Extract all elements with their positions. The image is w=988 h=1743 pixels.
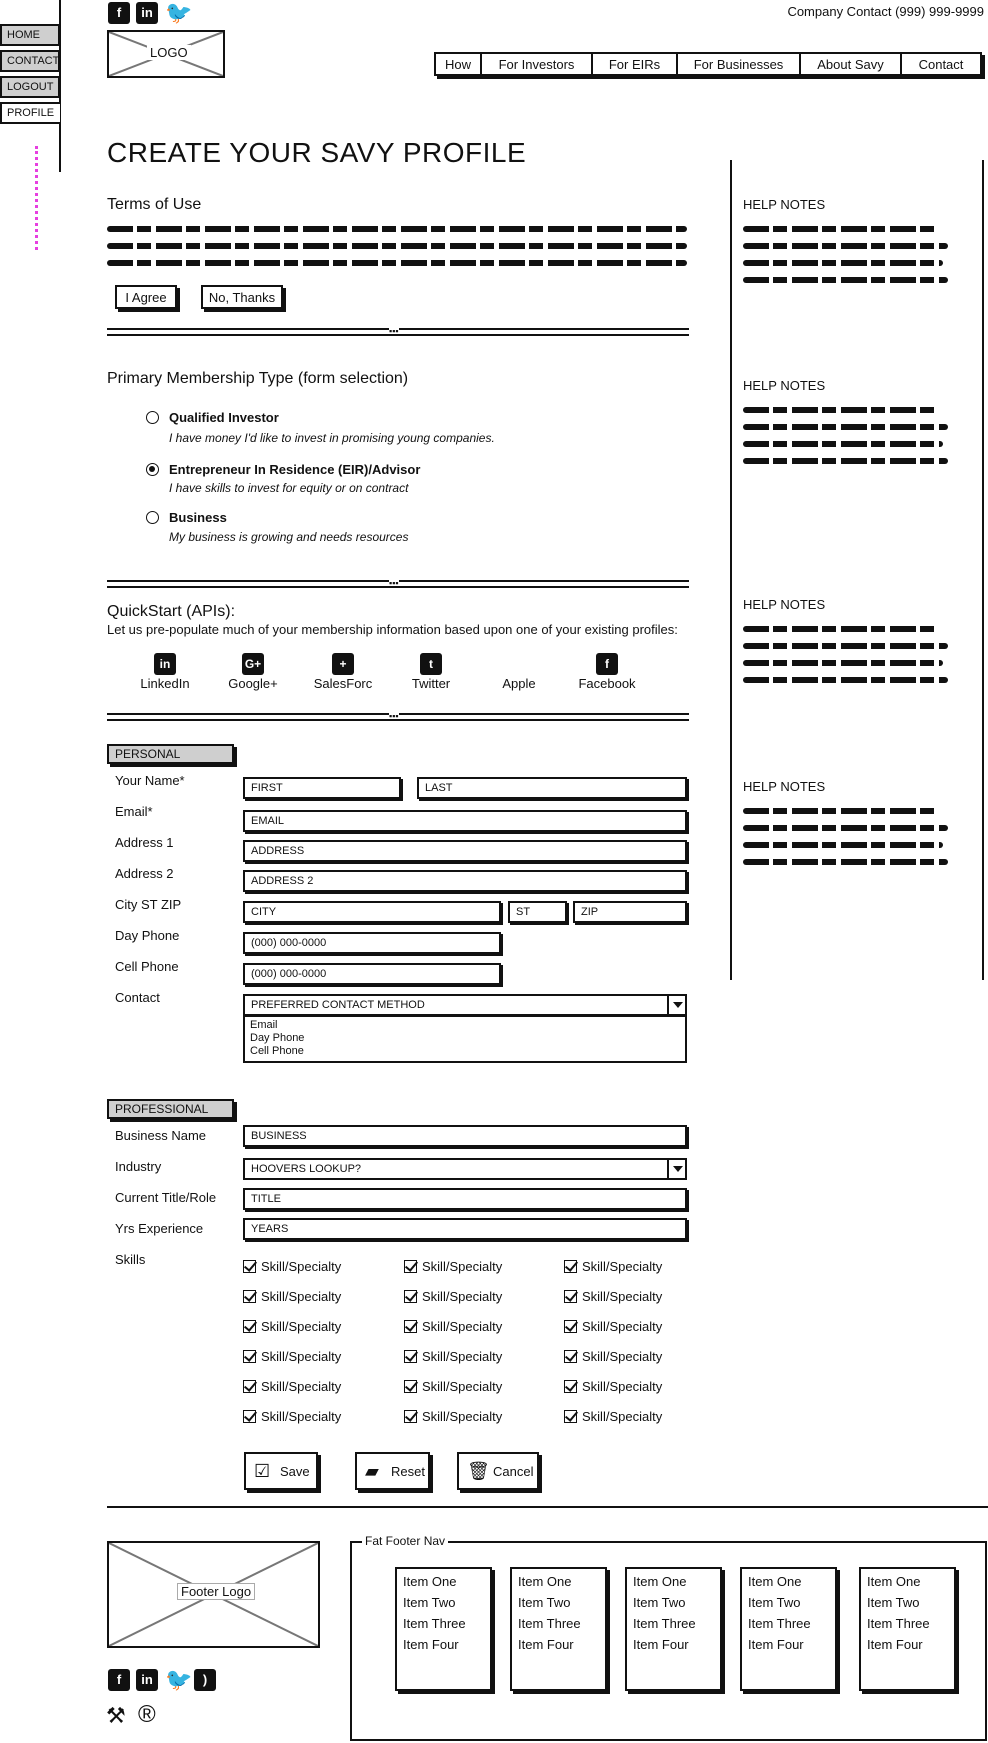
footer-nav-item[interactable]: Item Four bbox=[633, 1637, 689, 1652]
footer-nav-item[interactable]: Item One bbox=[867, 1574, 921, 1589]
personal-section-header: PERSONAL bbox=[107, 744, 234, 764]
checkbox-checked-icon[interactable] bbox=[243, 1380, 256, 1393]
side-tab-logout[interactable]: LOGOUT bbox=[0, 76, 60, 98]
footer-logo-text: Footer Logo bbox=[177, 1583, 255, 1600]
side-tab-profile[interactable]: PROFILE bbox=[0, 102, 60, 124]
nav-for-eirs[interactable]: For EIRs bbox=[593, 54, 678, 74]
day-phone-input[interactable]: (000) 000-0000 bbox=[243, 932, 501, 954]
side-tab-contact[interactable]: CONTACT bbox=[0, 50, 60, 72]
divider-grip[interactable]: ▪▪▪ bbox=[389, 326, 399, 336]
last-name-input[interactable]: LAST bbox=[417, 777, 687, 799]
industry-select[interactable] bbox=[243, 1158, 687, 1180]
twitter-icon[interactable]: t bbox=[420, 653, 442, 675]
plus-square-icon[interactable]: + bbox=[332, 653, 354, 675]
footer-nav-item[interactable]: Item Three bbox=[403, 1616, 466, 1631]
skill-checkbox[interactable]: Skill/Specialty bbox=[404, 1379, 502, 1394]
footer-nav-item[interactable]: Item Four bbox=[867, 1637, 923, 1652]
skill-checkbox[interactable]: Skill/Specialty bbox=[243, 1409, 341, 1424]
skill-checkbox[interactable]: Skill/Specialty bbox=[404, 1409, 502, 1424]
quickstart-googleplus-label[interactable]: Google+ bbox=[228, 676, 278, 691]
zip-input[interactable]: ZIP bbox=[573, 901, 687, 923]
eraser-icon: ▰ bbox=[365, 1461, 379, 1481]
help-notes-text bbox=[743, 626, 938, 632]
footer-nav-item[interactable]: Item Four bbox=[748, 1637, 804, 1652]
checkbox-checked-icon[interactable] bbox=[564, 1380, 577, 1393]
contact-method-list bbox=[243, 1015, 687, 1063]
industry-label: Industry bbox=[115, 1159, 162, 1174]
skill-checkbox[interactable]: Skill/Specialty bbox=[564, 1349, 662, 1364]
terms-text bbox=[107, 243, 687, 249]
checkbox-checked-icon[interactable] bbox=[243, 1410, 256, 1423]
radio-qualified-investor[interactable] bbox=[146, 411, 159, 424]
contact-option-email[interactable]: Email bbox=[250, 1019, 278, 1031]
help-notes-text bbox=[743, 842, 943, 848]
help-notes-text bbox=[743, 808, 938, 814]
nav-about-savy[interactable]: About Savy bbox=[801, 54, 902, 74]
checkbox-checked-icon[interactable] bbox=[564, 1290, 577, 1303]
quickstart-title: QuickStart (APIs): bbox=[107, 603, 236, 620]
quickstart-facebook-label[interactable]: Facebook bbox=[578, 676, 636, 691]
cell-phone-input[interactable]: (000) 000-0000 bbox=[243, 963, 501, 985]
divider-grip[interactable]: ▪▪▪ bbox=[389, 711, 399, 721]
checkbox-checked-icon[interactable] bbox=[404, 1410, 417, 1423]
linkedin-icon[interactable]: in bbox=[154, 653, 176, 675]
footer-nav-item[interactable]: Item Two bbox=[518, 1595, 571, 1610]
address2-label: Address 2 bbox=[115, 866, 174, 881]
footer-nav-column bbox=[859, 1567, 956, 1691]
help-notes-title: HELP NOTES bbox=[743, 378, 826, 393]
option-description: My business is growing and needs resources bbox=[169, 530, 409, 544]
registered-icon[interactable]: ® bbox=[138, 1701, 156, 1728]
contact-option-cell-phone[interactable]: Cell Phone bbox=[250, 1045, 304, 1057]
quickstart-apple-label[interactable]: Apple bbox=[502, 676, 536, 691]
industry-selected: HOOVERS LOOKUP? bbox=[251, 1163, 362, 1175]
title-label: Current Title/Role bbox=[115, 1190, 217, 1205]
skill-checkbox[interactable]: Skill/Specialty bbox=[243, 1259, 341, 1274]
footer-nav-item[interactable]: Item Three bbox=[633, 1616, 696, 1631]
help-notes-text bbox=[743, 424, 948, 430]
gavel-icon[interactable]: ⚒ bbox=[106, 1703, 126, 1728]
city-st-zip-label: City ST ZIP bbox=[115, 897, 182, 912]
skill-checkbox[interactable]: Skill/Specialty bbox=[564, 1319, 662, 1334]
company-contact: Company Contact (999) 999-9999 bbox=[787, 4, 984, 19]
facebook-icon[interactable]: f bbox=[108, 2, 130, 24]
quickstart-linkedin-label[interactable]: LinkedIn bbox=[140, 676, 190, 691]
quickstart-subtitle: Let us pre-populate much of your membership information based upon one of your existing profiles: bbox=[107, 622, 678, 637]
help-notes-text bbox=[743, 458, 948, 464]
help-notes-text bbox=[743, 677, 948, 683]
footer-nav-item[interactable]: Item One bbox=[748, 1574, 802, 1589]
checkbox-checked-icon[interactable] bbox=[564, 1320, 577, 1333]
terms-text bbox=[107, 226, 687, 232]
footer-nav-item[interactable]: Item Four bbox=[403, 1637, 459, 1652]
skill-checkbox[interactable]: Skill/Specialty bbox=[404, 1349, 502, 1364]
option-label: Entrepreneur In Residence (EIR)/Advisor bbox=[169, 462, 421, 477]
help-notes-text bbox=[743, 859, 948, 865]
footer-nav-column bbox=[395, 1567, 492, 1691]
skill-checkbox[interactable]: Skill/Specialty bbox=[243, 1319, 341, 1334]
facebook-icon[interactable]: f bbox=[108, 1669, 130, 1691]
contact-label: Contact bbox=[115, 990, 160, 1005]
skill-checkbox[interactable]: Skill/Specialty bbox=[243, 1349, 341, 1364]
skill-checkbox[interactable]: Skill/Specialty bbox=[404, 1319, 502, 1334]
cancel-label: Cancel bbox=[493, 1464, 534, 1479]
years-input[interactable]: YEARS bbox=[243, 1218, 687, 1240]
skill-checkbox[interactable]: Skill/Specialty bbox=[404, 1289, 502, 1304]
help-panel-right-border bbox=[982, 160, 984, 980]
help-notes-text bbox=[743, 825, 948, 831]
skill-checkbox[interactable]: Skill/Specialty bbox=[564, 1259, 662, 1274]
i-agree-button[interactable]: I Agree bbox=[115, 285, 177, 309]
day-phone-label: Day Phone bbox=[115, 928, 180, 943]
cell-phone-label: Cell Phone bbox=[115, 959, 179, 974]
help-notes-text bbox=[743, 643, 948, 649]
checkbox-checked-icon[interactable] bbox=[404, 1320, 417, 1333]
help-notes-text bbox=[743, 260, 943, 266]
annotation-dotted-line bbox=[35, 146, 38, 250]
checkbox-checked-icon[interactable] bbox=[404, 1290, 417, 1303]
footer-nav-column bbox=[625, 1567, 722, 1691]
logo-text: LOGO bbox=[147, 45, 191, 60]
skill-checkbox[interactable]: Skill/Specialty bbox=[243, 1379, 341, 1394]
professional-section-header: PROFESSIONAL bbox=[107, 1099, 234, 1119]
checkbox-checked-icon[interactable] bbox=[243, 1320, 256, 1333]
checkbox-checked-icon[interactable] bbox=[404, 1350, 417, 1363]
checkbox-checked-icon[interactable] bbox=[243, 1350, 256, 1363]
help-notes-text bbox=[743, 441, 943, 447]
footer-nav-item[interactable]: Item Two bbox=[633, 1595, 686, 1610]
page-title: CREATE YOUR SAVY PROFILE bbox=[107, 137, 527, 168]
footer-nav-column bbox=[510, 1567, 607, 1691]
address1-label: Address 1 bbox=[115, 835, 174, 850]
address2-input[interactable]: ADDRESS 2 bbox=[243, 870, 687, 892]
footer-nav-item[interactable]: Item Three bbox=[518, 1616, 581, 1631]
twitter-icon[interactable]: 🐦 bbox=[165, 1667, 193, 1692]
address1-input[interactable]: ADDRESS bbox=[243, 840, 687, 862]
checkbox-checked-icon[interactable] bbox=[404, 1380, 417, 1393]
section-divider[interactable] bbox=[107, 580, 689, 588]
radio-eir-advisor[interactable] bbox=[146, 463, 159, 476]
googleplus-icon[interactable]: G+ bbox=[242, 653, 264, 675]
quickstart-twitter-label[interactable]: Twitter bbox=[411, 676, 451, 691]
help-notes-text bbox=[743, 660, 943, 666]
skill-checkbox[interactable]: Skill/Specialty bbox=[564, 1289, 662, 1304]
checkbox-checked-icon[interactable] bbox=[243, 1290, 256, 1303]
help-notes-text bbox=[743, 226, 938, 232]
trash-icon: 🗑 bbox=[467, 1461, 490, 1481]
twitter-icon[interactable]: 🐦 bbox=[165, 0, 193, 25]
checkbox-checked-icon[interactable] bbox=[404, 1260, 417, 1273]
business-name-label: Business Name bbox=[115, 1128, 207, 1143]
checkbox-checked-icon[interactable] bbox=[564, 1410, 577, 1423]
save-label: Save bbox=[280, 1464, 310, 1479]
email-input[interactable]: EMAIL bbox=[243, 810, 687, 832]
footer-logo[interactable] bbox=[107, 1541, 320, 1648]
skill-checkbox[interactable]: Skill/Specialty bbox=[243, 1289, 341, 1304]
no-thanks-button[interactable]: No, Thanks bbox=[201, 285, 283, 309]
header-logo[interactable] bbox=[107, 30, 225, 78]
checkbox-checked-icon[interactable] bbox=[564, 1260, 577, 1273]
years-label: Yrs Experience bbox=[115, 1221, 204, 1236]
option-description: I have skills to invest for equity or on contract bbox=[169, 481, 409, 495]
help-notes-text bbox=[743, 407, 938, 413]
membership-title: Primary Membership Type (form selection) bbox=[107, 370, 409, 387]
city-input[interactable]: CITY bbox=[243, 901, 501, 923]
title-input[interactable]: TITLE bbox=[243, 1188, 687, 1210]
main-nav bbox=[434, 52, 982, 76]
skill-checkbox[interactable]: Skill/Specialty bbox=[404, 1259, 502, 1274]
footer-nav-item[interactable]: Item One bbox=[518, 1574, 572, 1589]
contact-option-day-phone[interactable]: Day Phone bbox=[250, 1032, 305, 1044]
footer-nav-item[interactable]: Item Three bbox=[748, 1616, 811, 1631]
business-name-input[interactable]: BUSINESS bbox=[243, 1125, 687, 1147]
side-tab-home[interactable]: HOME bbox=[0, 24, 60, 46]
option-description: I have money I'd like to invest in promising young companies. bbox=[169, 431, 495, 445]
skills-label: Skills bbox=[115, 1252, 146, 1267]
terms-text bbox=[107, 260, 687, 266]
nav-for-businesses[interactable]: For Businesses bbox=[678, 54, 801, 74]
divider-grip[interactable]: ▪▪▪ bbox=[389, 578, 399, 588]
terms-title: Terms of Use bbox=[107, 196, 202, 213]
email-label: Email* bbox=[115, 804, 153, 819]
radio-business[interactable] bbox=[146, 511, 159, 524]
nav-contact[interactable]: Contact bbox=[918, 57, 964, 72]
fat-footer-nav bbox=[350, 1534, 987, 1741]
help-notes-title: HELP NOTES bbox=[743, 779, 826, 794]
fat-footer-nav-title: Fat Footer Nav bbox=[362, 1534, 448, 1548]
save-button[interactable] bbox=[244, 1452, 318, 1490]
name-label: Your Name* bbox=[115, 773, 185, 788]
linkedin-icon[interactable]: in bbox=[136, 1669, 158, 1691]
footer-nav-item[interactable]: Item Three bbox=[867, 1616, 930, 1631]
checkbox-checked-icon: ☑ bbox=[254, 1461, 271, 1481]
skill-checkbox[interactable]: Skill/Specialty bbox=[564, 1379, 662, 1394]
help-notes-title: HELP NOTES bbox=[743, 197, 826, 212]
contact-method-select[interactable] bbox=[243, 994, 687, 1016]
help-notes-text bbox=[743, 277, 948, 283]
footer-nav-column bbox=[740, 1567, 837, 1691]
cancel-button[interactable] bbox=[457, 1452, 539, 1490]
section-divider[interactable] bbox=[107, 328, 689, 336]
help-notes-title: HELP NOTES bbox=[743, 597, 826, 612]
state-input[interactable]: ST bbox=[508, 901, 567, 923]
linkedin-icon[interactable]: in bbox=[136, 2, 158, 24]
quickstart-salesforce-label[interactable]: SalesForc bbox=[313, 676, 373, 691]
help-panel-left-border bbox=[730, 160, 732, 980]
checkbox-checked-icon[interactable] bbox=[564, 1350, 577, 1363]
option-label: Qualified Investor bbox=[169, 410, 279, 425]
first-name-input[interactable]: FIRST bbox=[243, 777, 401, 799]
reset-button[interactable] bbox=[355, 1452, 430, 1490]
footer-nav-item[interactable]: Item Two bbox=[867, 1595, 920, 1610]
rss-icon[interactable]: ) bbox=[194, 1669, 216, 1691]
facebook-icon[interactable]: f bbox=[596, 653, 618, 675]
footer-nav-item[interactable]: Item Four bbox=[518, 1637, 574, 1652]
nav-for-investors[interactable]: For Investors bbox=[482, 54, 593, 74]
footer-nav-item[interactable]: Item One bbox=[403, 1574, 457, 1589]
chevron-down-icon[interactable] bbox=[667, 1160, 685, 1178]
footer-nav-item[interactable]: Item Two bbox=[748, 1595, 801, 1610]
option-label: Business bbox=[169, 510, 227, 525]
help-notes-text bbox=[743, 243, 948, 249]
contact-method-selected: PREFERRED CONTACT METHOD bbox=[251, 999, 425, 1011]
checkbox-checked-icon[interactable] bbox=[243, 1260, 256, 1273]
nav-how[interactable]: How bbox=[436, 54, 482, 74]
footer-divider bbox=[107, 1506, 988, 1508]
footer-nav-item[interactable]: Item One bbox=[633, 1574, 687, 1589]
reset-label: Reset bbox=[391, 1464, 425, 1479]
footer-nav-item[interactable]: Item Two bbox=[403, 1595, 456, 1610]
chevron-down-icon[interactable] bbox=[667, 996, 685, 1014]
skill-checkbox[interactable]: Skill/Specialty bbox=[564, 1409, 662, 1424]
section-divider[interactable] bbox=[107, 713, 689, 721]
